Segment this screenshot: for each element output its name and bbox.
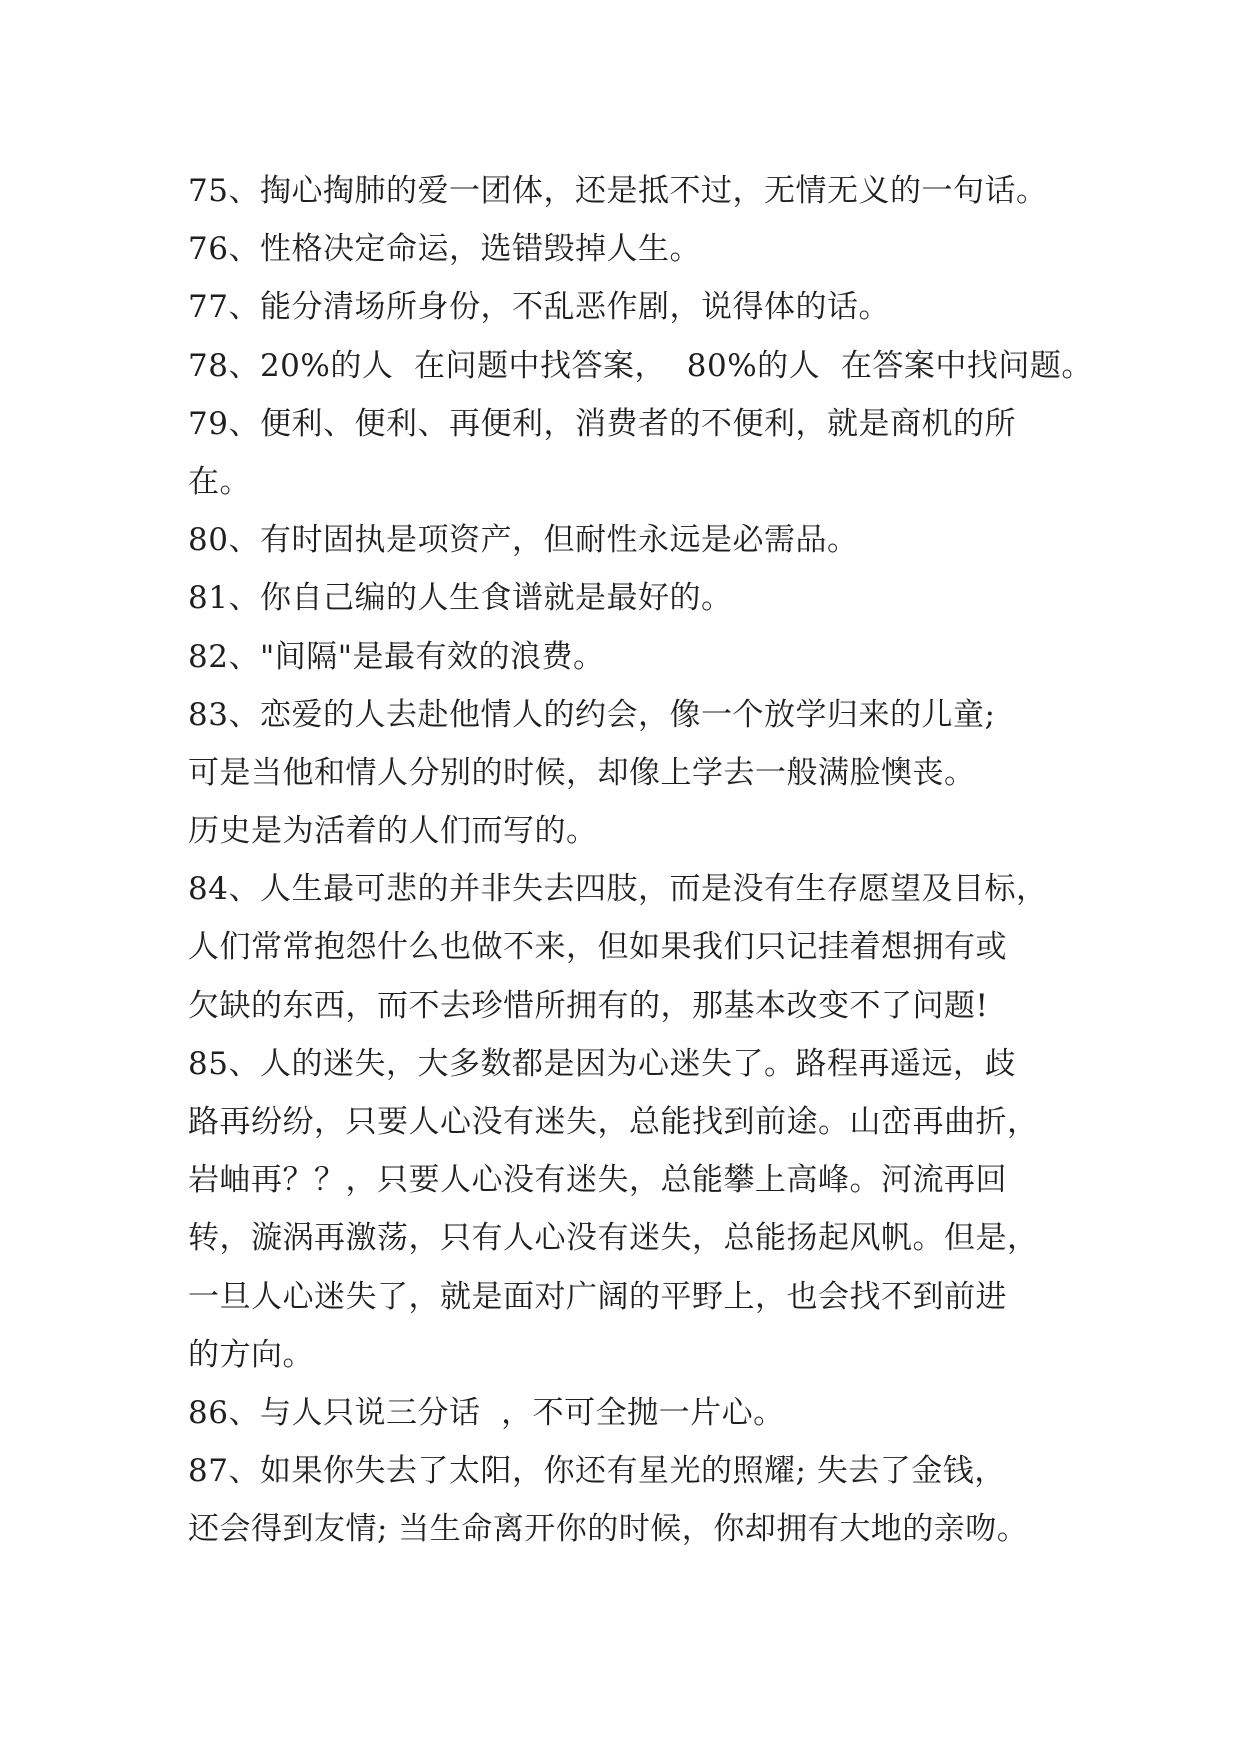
text-line: 81、你自己编的人生食谱就是最好的。 [188,580,733,617]
text-line: 76、性格决定命运，选错毁掉人生。 [188,231,701,268]
text-line: 一旦人心迷失了，就是面对广阔的平野上，也会找不到前进 [188,1278,1007,1315]
text-line: 岩岫再？？，只要人心没有迷失，总能攀上高峰。河流再回 [188,1162,1007,1199]
text-line: 75、掏心掏肺的爱一团体，还是抵不过，无情无义的一句话。 [188,173,1048,209]
text-line: 86、与人只说三分话 ，不可全抛一片心。 [188,1394,785,1431]
text-line: 77、能分清场所身份，不乱恶作剧，说得体的话。 [188,289,890,326]
text-line: 路再纷纷，只要人心没有迷失，总能找到前途。山峦再曲折， [188,1104,1039,1140]
text-line: 83、恋爱的人去赴他情人的约会，像一个放学归来的儿童; [188,696,996,733]
text-line: 79、便利、便利、再便利，消费者的不便利，就是商机的所 [188,405,1016,442]
text-line: 80、有时固执是项资产，但耐性永远是必需品。 [188,522,859,559]
text-line: 还会得到友情; 当生命离开你的时候，你却拥有大地的亲吻。 [188,1511,1029,1548]
text-line: 的方向。 [188,1336,314,1373]
text-line: 84、人生最可悲的并非失去四肢，而是没有生存愿望及目标， [188,871,1048,908]
text-line: 可是当他和情人分别的时候，却像上学去一般满脸懊丧。 [188,754,976,791]
document-body [188,162,1093,1559]
text-line: 87、如果你失去了太阳，你还有星光的照耀; 失去了金钱， [188,1453,1006,1490]
text-line: 人们常常抱怨什么也做不来，但如果我们只记挂着想拥有或 [188,929,1007,966]
text-line: 转，漩涡再激荡，只有人心没有迷失，总能扬起风帆。但是， [188,1220,1039,1257]
text-line: 82、"间隔"是最有效的浪费。 [188,638,605,675]
text-line: 欠缺的东西，而不去珍惜所拥有的，那基本改变不了问题! [188,987,989,1024]
text-line: 历史是为活着的人们而写的。 [188,813,598,850]
text-line: 78、20%的人 在问题中找答案， 80%的人 在答案中找问题。 [188,347,1093,384]
text-line: 在。 [188,463,251,500]
text-line: 85、人的迷失，大多数都是因为心迷失了。路程再遥远，歧 [188,1045,1016,1082]
